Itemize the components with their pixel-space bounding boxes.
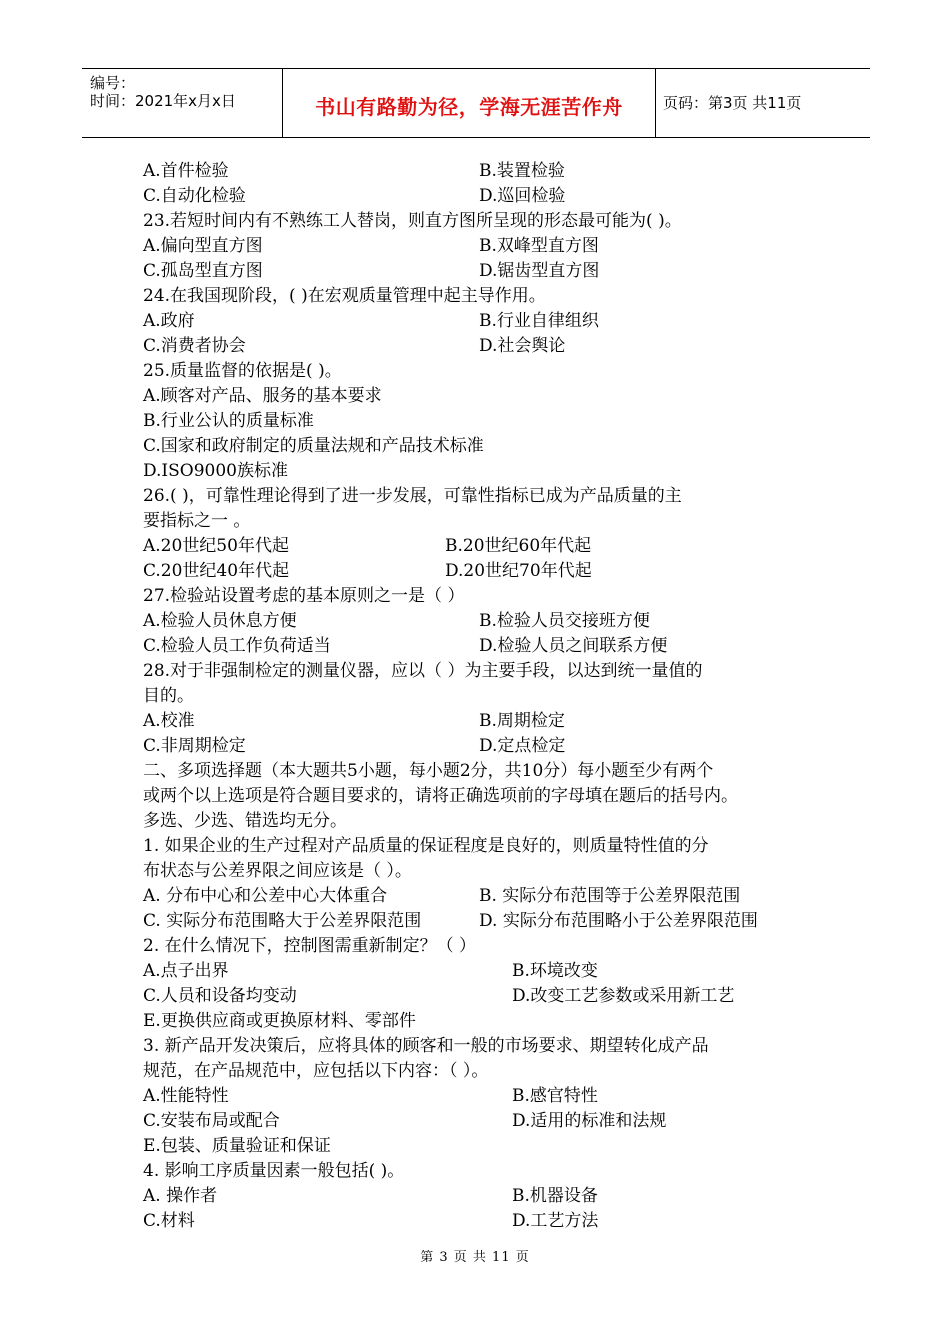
option-right: D.工艺方法 — [512, 1211, 599, 1231]
line-text: 二、多项选择题（本大题共5小题，每小题2分，共10分）每小题至少有两个 — [143, 761, 714, 781]
option-right: D.改变工艺参数或采用新工艺 — [512, 986, 735, 1006]
option-left: C.消费者协会 — [143, 336, 246, 356]
text-line — [143, 159, 813, 184]
text-line — [143, 559, 813, 584]
text-line — [143, 859, 813, 884]
option-right: B.双峰型直方图 — [479, 236, 599, 256]
text-line — [143, 309, 813, 334]
option-left: A.点子出界 — [143, 961, 229, 981]
text-line — [143, 409, 813, 434]
text-line — [143, 684, 813, 709]
option-left: C.人员和设备均变动 — [143, 986, 297, 1006]
option-right: D.20世纪70年代起 — [445, 561, 592, 581]
option-right: B. 实际分布范围等于公差界限范围 — [479, 886, 741, 906]
option-left: C.材料 — [143, 1211, 195, 1231]
option-left: A. 操作者 — [143, 1186, 218, 1206]
document-number-label: 编号： — [90, 74, 136, 92]
line-text: 26.( )，可靠性理论得到了进一步发展，可靠性指标已成为产品质量的主 — [143, 486, 682, 506]
header-info-cell — [82, 69, 282, 137]
option-left: C.非周期检定 — [143, 736, 246, 756]
option-right: D.定点检定 — [479, 736, 566, 756]
line-text: 1. 如果企业的生产过程对产品质量的保证程度是良好的，则质量特性值的分 — [143, 836, 709, 856]
text-line — [143, 1184, 813, 1209]
line-text: 目的。 — [143, 686, 194, 706]
text-line — [143, 1034, 813, 1059]
line-text: 23.若短时间内有不熟练工人替岗，则直方图所呈现的形态最可能为( )。 — [143, 211, 682, 231]
text-line — [143, 334, 813, 359]
text-line — [143, 234, 813, 259]
page-footer: 第 3 页 共 11 页 — [420, 1250, 530, 1265]
text-line — [143, 809, 813, 834]
line-text: 2. 在什么情况下，控制图需重新制定？（ ） — [143, 936, 477, 956]
option-right: B.20世纪60年代起 — [445, 536, 592, 556]
line-text: A.顾客对产品、服务的基本要求 — [143, 386, 382, 406]
option-left: C.20世纪40年代起 — [143, 561, 290, 581]
option-left: A.检验人员休息方便 — [143, 611, 297, 631]
text-line — [143, 1009, 813, 1034]
text-line — [143, 509, 813, 534]
text-line — [143, 1109, 813, 1134]
line-text: 要指标之一 。 — [143, 511, 251, 531]
line-text: E.更换供应商或更换原材料、零部件 — [143, 1011, 416, 1031]
option-left: C.安装布局或配合 — [143, 1111, 280, 1131]
option-right: D.锯齿型直方图 — [479, 261, 600, 281]
text-line — [143, 534, 813, 559]
line-text: 4. 影响工序质量因素一般包括( )。 — [143, 1161, 405, 1181]
text-line — [143, 284, 813, 309]
line-text: 27.检验站设置考虑的基本原则之一是（ ） — [143, 586, 465, 606]
line-text: 3. 新产品开发决策后，应将具体的顾客和一般的市场要求、期望转化成产品 — [143, 1036, 709, 1056]
page-header — [82, 68, 870, 138]
document-date-label: 时间：2021年x月x日 — [90, 92, 236, 110]
exam-content — [143, 159, 813, 1234]
text-line — [143, 709, 813, 734]
text-line — [143, 459, 813, 484]
text-line — [143, 584, 813, 609]
text-line — [143, 734, 813, 759]
option-right: D.适用的标准和法规 — [512, 1111, 667, 1131]
text-line — [143, 1159, 813, 1184]
option-right: D.检验人员之间联系方便 — [479, 636, 668, 656]
text-line — [143, 609, 813, 634]
text-line — [143, 634, 813, 659]
option-left: A.政府 — [143, 311, 195, 331]
option-right: B.周期检定 — [479, 711, 565, 731]
line-text: D.ISO9000族标准 — [143, 461, 288, 481]
option-left: C. 实际分布范围略大于公差界限范围 — [143, 911, 422, 931]
line-text: 规范，在产品规范中，应包括以下内容：（ ）。 — [143, 1061, 489, 1081]
option-right: D.巡回检验 — [479, 186, 566, 206]
line-text: 或两个以上选项是符合题目要求的，请将正确选项前的字母填在题后的括号内。 — [143, 786, 738, 806]
text-line — [143, 1134, 813, 1159]
option-left: C.检验人员工作负荷适当 — [143, 636, 331, 656]
line-text: 28.对于非强制检定的测量仪器，应以（ ）为主要手段，以达到统一量值的 — [143, 661, 703, 681]
text-line — [143, 384, 813, 409]
text-line — [143, 1209, 813, 1234]
header-page-number: 页码：第3页 共11页 — [663, 94, 802, 112]
text-line — [143, 784, 813, 809]
option-left: A.校准 — [143, 711, 195, 731]
option-right: D.社会舆论 — [479, 336, 566, 356]
line-text: 多选、少选、错选均无分。 — [143, 811, 347, 831]
option-right: B.环境改变 — [512, 961, 598, 981]
line-text: E.包装、质量验证和保证 — [143, 1136, 331, 1156]
text-line — [143, 1084, 813, 1109]
option-right: B.机器设备 — [512, 1186, 598, 1206]
text-line — [143, 884, 813, 909]
option-left: C.孤岛型直方图 — [143, 261, 263, 281]
option-right: B.装置检验 — [479, 161, 565, 181]
line-text: 布状态与公差界限之间应该是（ ）。 — [143, 861, 412, 881]
header-motto: 书山有路勤为径，学海无涯苦作舟 — [315, 95, 623, 119]
option-right: B.行业自律组织 — [479, 311, 599, 331]
line-text: 25.质量监督的依据是( )。 — [143, 361, 342, 381]
text-line — [143, 659, 813, 684]
text-line — [143, 359, 813, 384]
text-line — [143, 834, 813, 859]
text-line — [143, 209, 813, 234]
line-text: 24.在我国现阶段，( )在宏观质量管理中起主导作用。 — [143, 286, 546, 306]
text-line — [143, 484, 813, 509]
text-line — [143, 984, 813, 1009]
option-right: B.检验人员交接班方便 — [479, 611, 650, 631]
header-motto-cell — [282, 69, 656, 137]
text-line — [143, 184, 813, 209]
line-text: C.国家和政府制定的质量法规和产品技术标准 — [143, 436, 484, 456]
line-text: B.行业公认的质量标准 — [143, 411, 314, 431]
option-left: A.首件检验 — [143, 161, 229, 181]
text-line — [143, 909, 813, 934]
text-line — [143, 934, 813, 959]
option-left: A.偏向型直方图 — [143, 236, 263, 256]
text-line — [143, 434, 813, 459]
option-left: A. 分布中心和公差中心大体重合 — [143, 886, 388, 906]
header-page-cell — [655, 69, 870, 137]
text-line — [143, 1059, 813, 1084]
option-right: B.感官特性 — [512, 1086, 598, 1106]
text-line — [143, 959, 813, 984]
text-line — [143, 759, 813, 784]
option-left: A.20世纪50年代起 — [143, 536, 289, 556]
option-right: D. 实际分布范围略小于公差界限范围 — [479, 911, 758, 931]
option-left: A.性能特性 — [143, 1086, 229, 1106]
text-line — [143, 259, 813, 284]
option-left: C.自动化检验 — [143, 186, 246, 206]
